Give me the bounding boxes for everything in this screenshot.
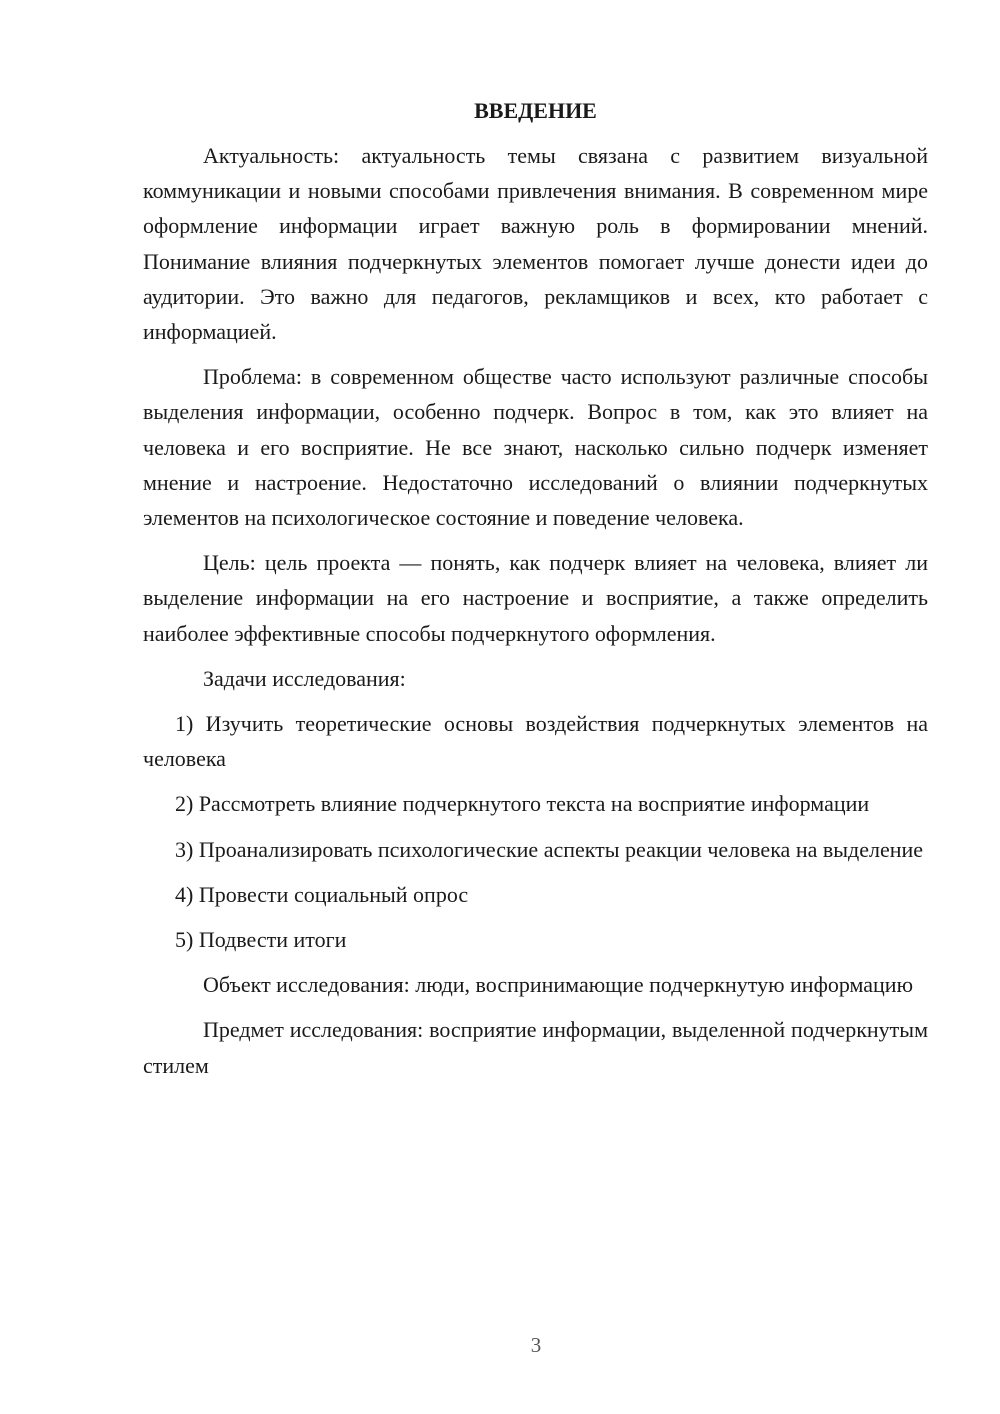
paragraph-problem: Проблема: в современном обществе часто используют различные способы выделения информации, особенно подчерк. Вопрос в том, как это влияет на человека и его восприятие. Не все знают, насколько сильно подчерк изменяет мнение и настроение. Недостаточно исследований о влиянии подчеркнутых элементов на психологическое состояние и поведение человека. [143,364,928,531]
paragraph-goal: Цель: цель проекта — понять, как подчерк влияет на человека, влияет ли выделение информации на его настроение и восприятие, а также определить наиболее эффективные способы подчеркнутого оформления. [143,550,928,646]
task-item: 1) Изучить теоретические основы воздействия подчеркнутых элементов на человека [143,711,928,772]
page-number: 3 [530,1333,542,1357]
task-item: 2) Рассмотреть влияние подчеркнутого текста на восприятие информации [175,791,870,817]
paragraph-object: Объект исследования: люди, воспринимающие подчеркнутую информацию [203,972,914,998]
tasks-list [143,706,928,957]
page-title: ВВЕДЕНИЕ [474,98,597,123]
tasks-heading: Задачи исследования: [203,665,406,691]
paragraph-relevance: Актуальность: актуальность темы связана с развитием визуальной коммуникации и новыми способами привлечения внимания. В современном мире оформление информации играет важную роль в формировании мнений. Понимание влияния подчеркнутых элементов помогает лучше донести идеи до аудитории. Это важно для педагогов, рекламщиков и всех, кто работает с информацией. [143,143,928,345]
task-item: 4) Провести социальный опрос [175,881,469,907]
task-item: 3) Проанализировать психологические аспекты реакции человека на выделение [175,836,924,862]
task-item: 5) Подвести итоги [175,927,347,953]
paragraph-subject: Предмет исследования: восприятие информации, выделенной подчеркнутым стилем [143,1017,928,1078]
document-page [143,96,928,1093]
